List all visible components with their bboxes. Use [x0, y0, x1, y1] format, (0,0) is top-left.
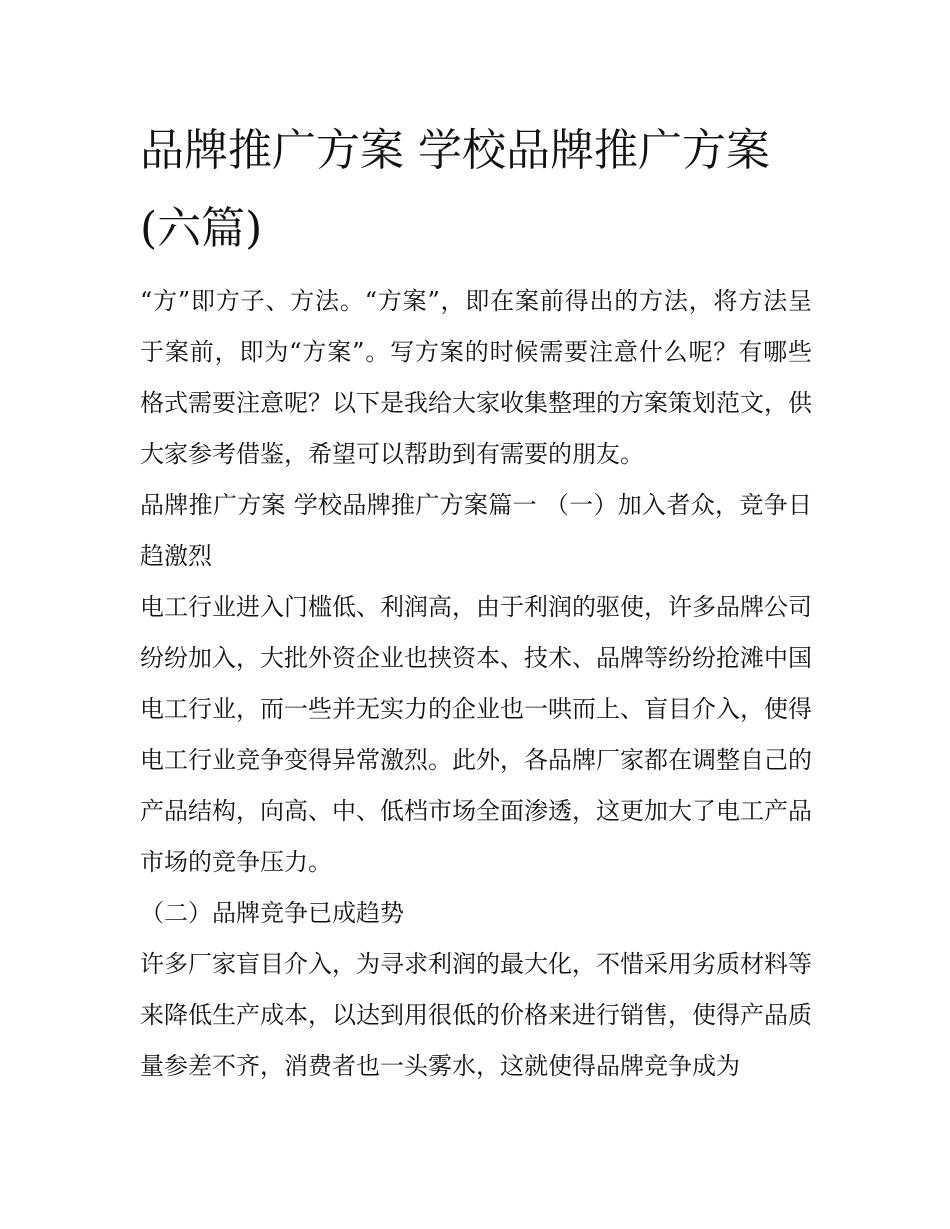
intro-paragraph: “方”即方子、方法。“方案”，即在案前得出的方法，将方法呈于案前，即为“方案”。写方案的时候需要注意什么呢？有哪些格式需要注意呢？以下是我给大家收集整理的方案策划范文，供大家参考借鉴，希望可以帮助到有需要的朋友。 — [140, 287, 812, 468]
section-1-paragraph: 电工行业进入门槛低、利润高，由于利润的驱使，许多品牌公司纷纷加入，大批外资企业也挟资本、技术、品牌等纷纷抢滩中国电工行业，而一些并无实力的企业也一哄而上、盲目介入，使得电工行业竞争变得异常激烈。此外，各品牌厂家都在调整自己的产品结构，向高、中、低档市场全面渗透，这更加大了电工产品市场的竞争压力。 — [140, 593, 812, 876]
document-title: 品牌推广方案 学校品牌推广方案(六篇) — [140, 125, 770, 254]
section-heading-1: 品牌推广方案 学校品牌推广方案篇一 （一）加入者众，竞争日趋激烈 — [140, 491, 812, 570]
document-body — [140, 276, 812, 1092]
section-2-paragraph: 许多厂家盲目介入，为寻求利润的最大化，不惜采用劣质材料等来降低生产成本，以达到用很低的价格来进行销售，使得产品质量参差不齐，消费者也一头雾水，这就使得品牌竞争成为 — [140, 950, 812, 1080]
section-heading-2: （二）品牌竞争已成趋势 — [140, 899, 404, 927]
